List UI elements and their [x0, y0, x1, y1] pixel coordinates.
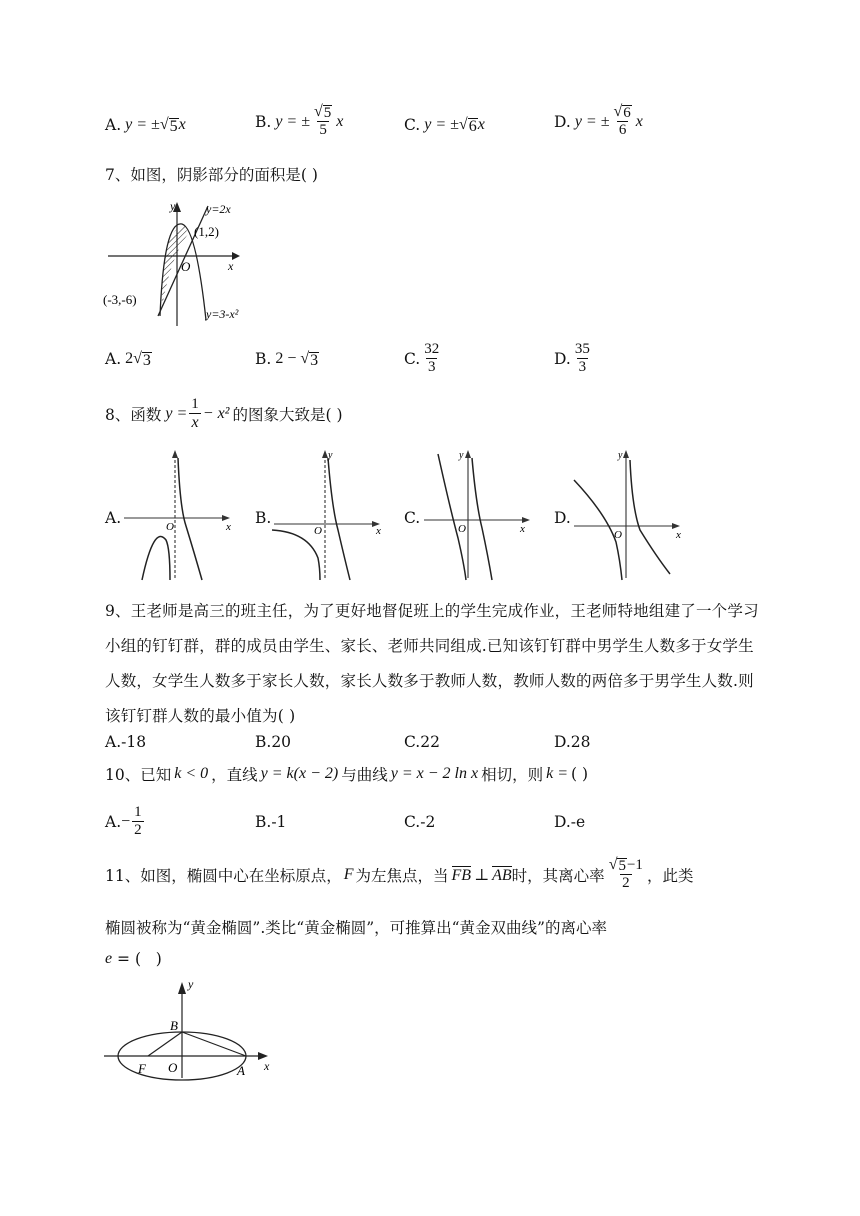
q9-option-a: A.-18: [105, 733, 147, 751]
sqrt-expression: √ 5: [159, 115, 178, 135]
q6-option-b: B. y = ± √ 5 5 x: [255, 103, 344, 138]
q8-graph-b: [270, 448, 390, 582]
svg-text:y: y: [459, 450, 464, 461]
q9-option-c: C.22: [404, 733, 440, 751]
q11-line1: 11、如图，椭圆中心在坐标原点， F 为左焦点，当 FB ⊥ AB 时，其离心率 √ 5 −1 2 ，此类: [105, 856, 694, 891]
q10-option-a: A. − $\frac{1}{2}$: [105, 804, 142, 838]
q9-option-d: D.28: [554, 733, 591, 751]
svg-text:x: x: [520, 523, 525, 535]
q7-stem: 7、如图，阴影部分的面积是( ): [105, 166, 318, 184]
svg-text:x: x: [376, 525, 381, 537]
label-A: A: [237, 1063, 245, 1078]
q9-stem: 9、王老师是高三的班主任，为了更好地督促班上的学生完成作业，王老师特地组建了一个学习小组的钉钉群，群的成员由学生、家长、老师共同组成.已知该钉钉群中男学生人数多于女学生人数，女学生人数多于家长人数，家长人数多于教师人数，教师人数的两倍多于男学生人数.则该钉钉群人数的最小值为( ): [105, 602, 759, 725]
label-y: y: [188, 978, 194, 991]
option-label: B.: [255, 112, 272, 131]
q8-option-c-label: C.: [404, 509, 421, 527]
q7-option-d: D. $\frac{35}{3}$: [554, 341, 590, 375]
option-label: C.: [404, 116, 421, 134]
q11-line2: 椭圆被称为“黄金椭圆”.类比“黄金椭圆”，可推算出“黄金双曲线”的离心率: [105, 919, 607, 937]
label-origin: O: [181, 259, 191, 274]
label-B: B: [170, 1018, 178, 1033]
label-O: O: [168, 1060, 178, 1075]
q8-option-a-label: A.: [105, 509, 122, 527]
fraction: √ 6 6: [613, 103, 631, 138]
label-point2: (-3,-6): [103, 292, 137, 307]
q8-stem: 8、函数 y = $\frac{1}{x}$ − x² 的图象大致是( ): [105, 396, 343, 431]
svg-text:O: O: [166, 521, 174, 533]
q11-figure: [100, 978, 275, 1083]
label-y: y: [170, 199, 176, 213]
option-label: A.: [105, 116, 122, 134]
label-point1: (1,2): [194, 224, 219, 239]
q8-graph-a: [120, 448, 240, 582]
q6-option-a: A. y = ± √ 5 x: [105, 115, 186, 135]
fraction: √ 5 5: [314, 103, 332, 138]
q10-option-b: B.-1: [255, 813, 287, 831]
option-math: y = ±: [125, 116, 160, 133]
svg-text:y: y: [328, 450, 333, 461]
label-curve: y=3-x²: [206, 307, 239, 321]
label-x: x: [228, 259, 234, 273]
option-label: D.: [554, 112, 571, 131]
q8-option-b-label: B.: [255, 509, 272, 527]
y-axis-arrow: [178, 982, 186, 994]
q7-option-a: A. 2 √ 3: [105, 349, 151, 369]
svg-text:O: O: [314, 525, 322, 537]
q9-option-b: B.20: [255, 733, 292, 751]
q11-line3: e = ( ): [105, 950, 162, 968]
q6-option-d: D. y = ± √ 6 6 x: [554, 103, 643, 138]
svg-text:O: O: [614, 529, 622, 541]
q10-option-d: D.-e: [554, 813, 586, 831]
segment-FB: [148, 1032, 182, 1056]
svg-text:x: x: [676, 529, 681, 541]
q6-option-c: C. y = ± √ 6 x: [404, 115, 485, 135]
svg-text:x: x: [226, 521, 231, 533]
label-x: x: [264, 1059, 270, 1073]
q10-stem: 10、已知 k < 0 ，直线 y = k(x − 2) 与曲线 y = x − 2 ln x 相切，则 k = ( ): [105, 765, 589, 784]
q8-graph-c: [420, 448, 540, 582]
q7-option-b: B. 2 − √ 3: [255, 349, 319, 369]
q7-figure: [100, 198, 260, 330]
q10-option-c: C.-2: [404, 813, 436, 831]
q7-option-c: C. $\frac{32}{3}$: [404, 341, 440, 375]
label-line: y=2x: [206, 202, 231, 216]
svg-text:O: O: [458, 523, 466, 535]
q8-graph-d: [570, 448, 690, 582]
svg-text:y: y: [618, 450, 623, 461]
q8-option-d-label: D.: [554, 509, 571, 527]
label-F: F: [138, 1061, 146, 1076]
